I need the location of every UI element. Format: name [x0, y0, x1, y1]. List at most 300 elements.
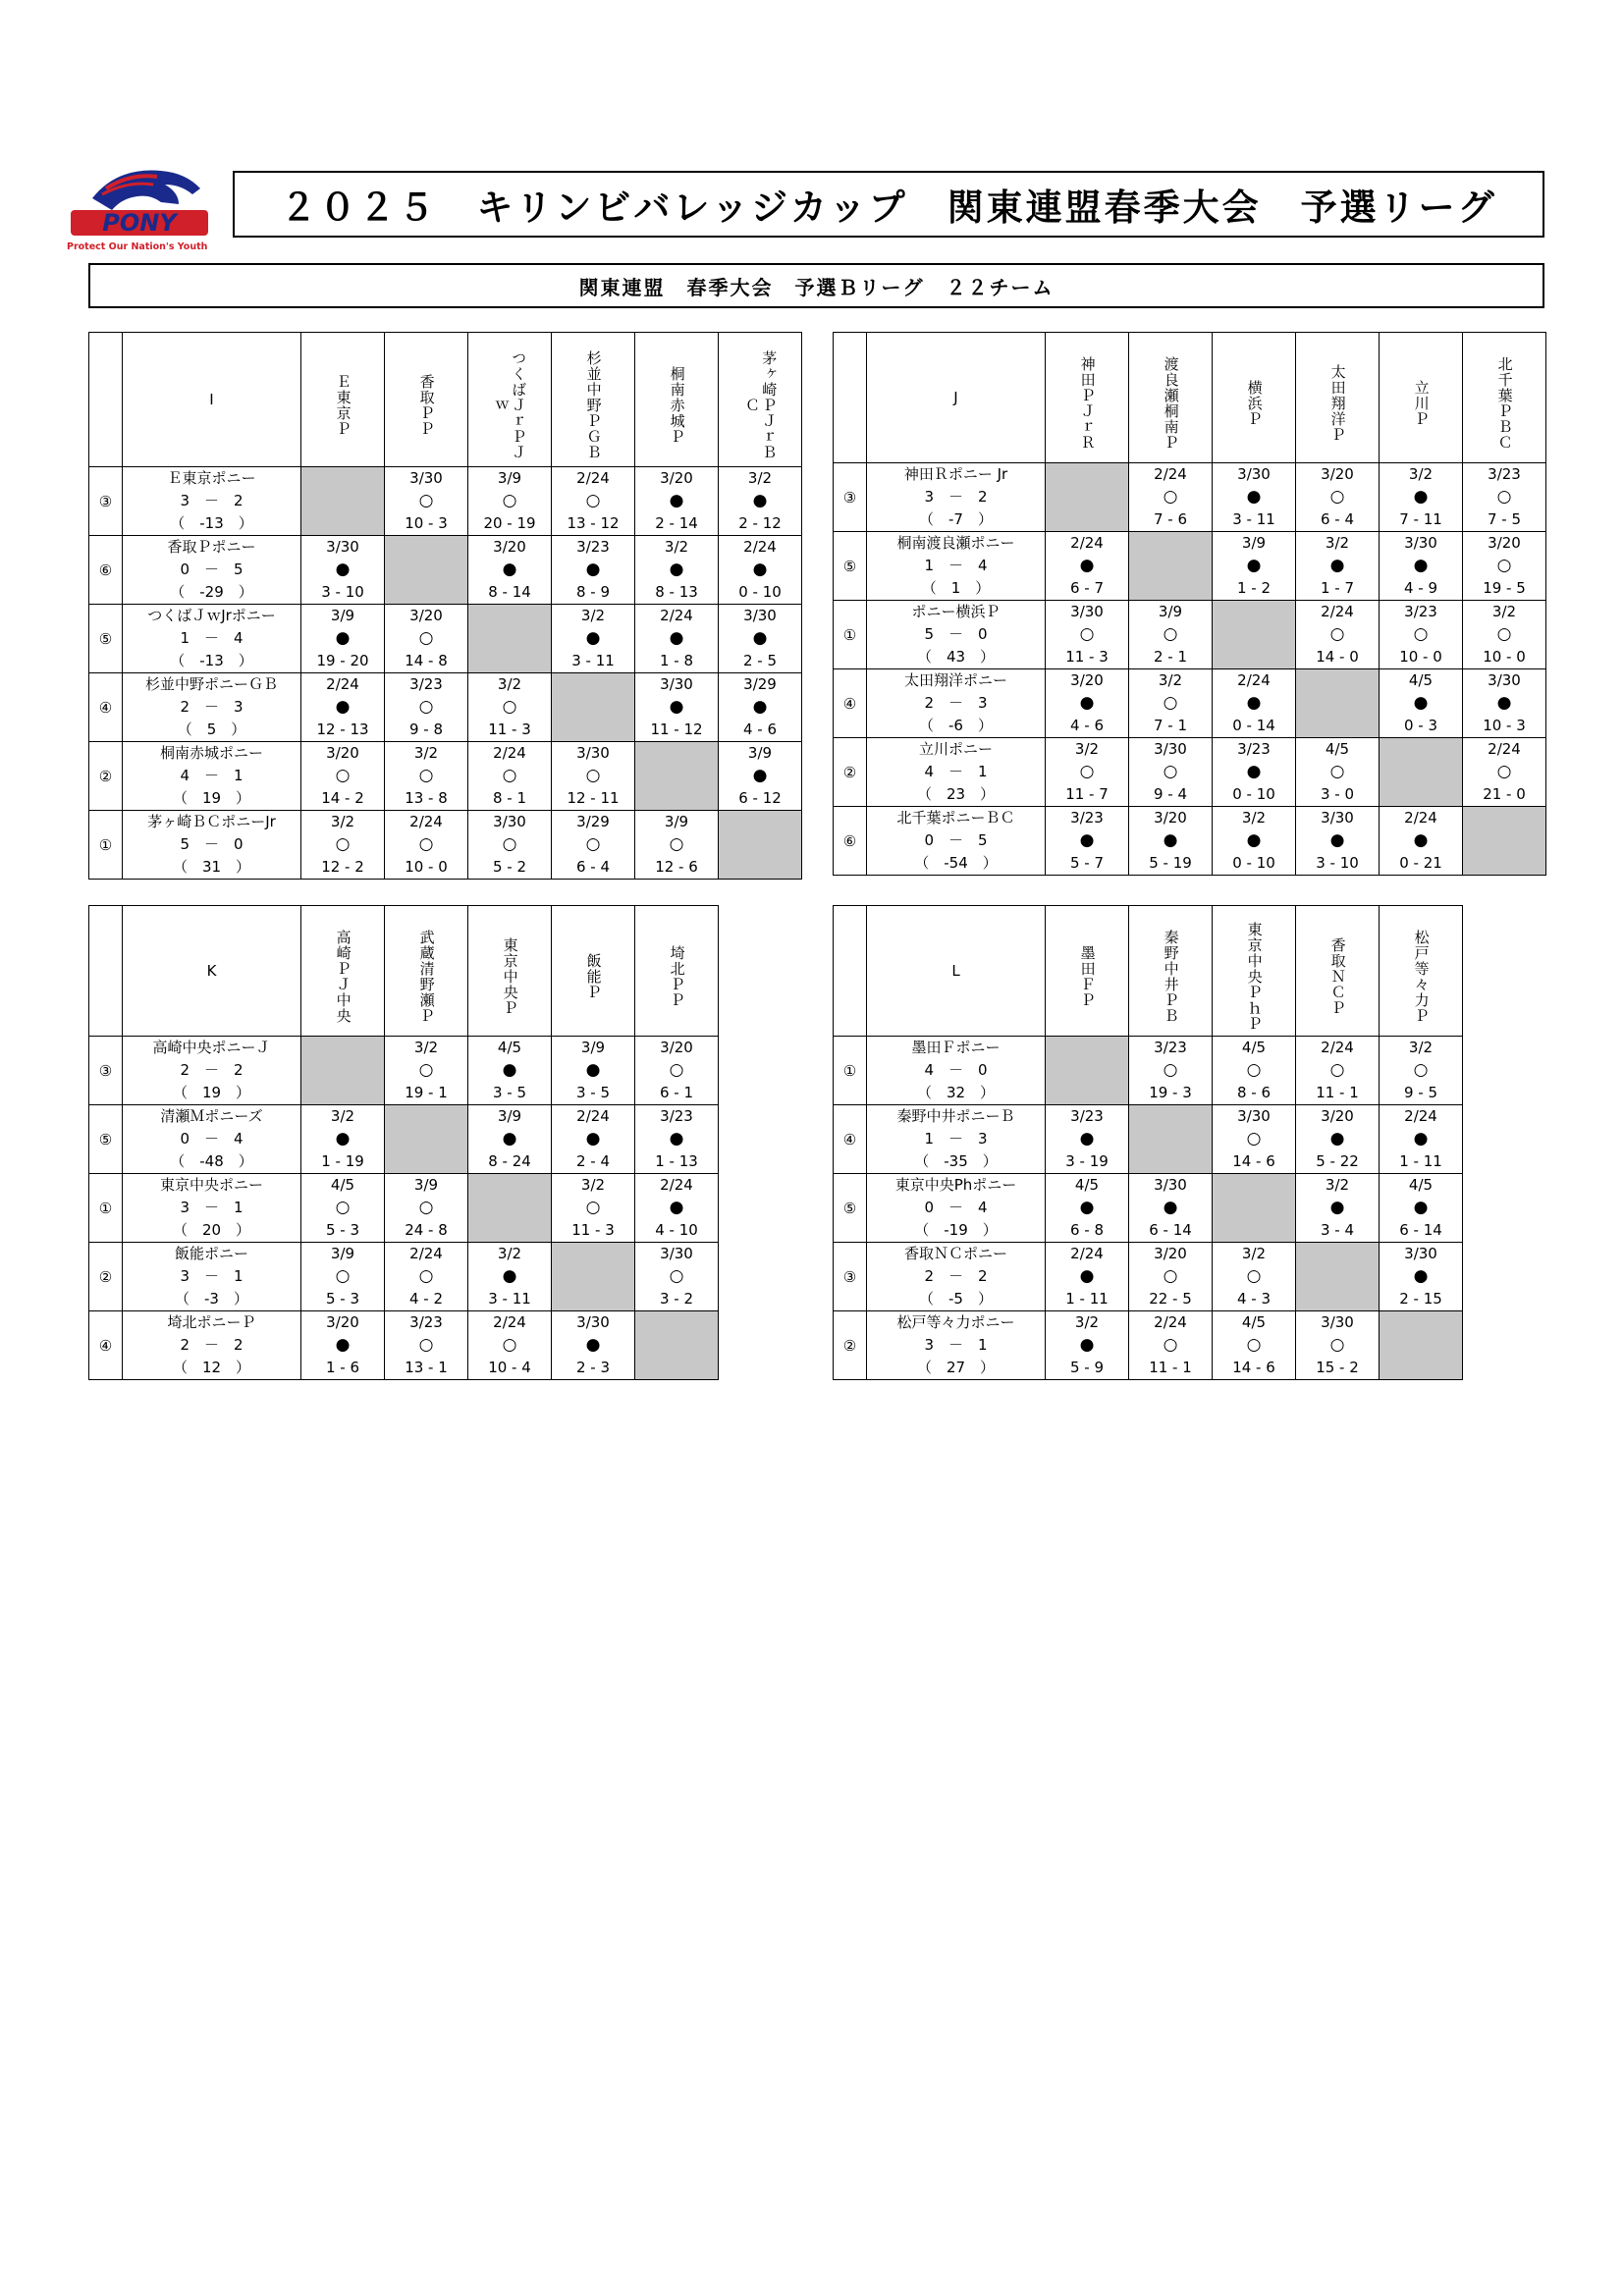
- opponent-abbrev: Ｅ東京Ｐ: [334, 374, 352, 437]
- match-date: 2/24: [660, 607, 693, 624]
- team-summary: [123, 673, 301, 742]
- win-mark: ○: [1079, 624, 1095, 644]
- team-losses: 4: [234, 629, 244, 647]
- league-letter: I: [123, 333, 301, 467]
- match-date: 2/24: [409, 1245, 443, 1262]
- match-result: [635, 605, 719, 673]
- paren-open: （: [172, 1221, 202, 1239]
- run-difference: [123, 787, 300, 810]
- team-name: 香取ＮＣポニー: [903, 1245, 1007, 1262]
- run-difference: [867, 508, 1045, 531]
- league-table-i: [88, 332, 802, 880]
- opponent-abbrev: 桐南赤城Ｐ: [668, 366, 686, 445]
- win-mark: ○: [1496, 556, 1512, 575]
- win-mark: ○: [418, 491, 434, 510]
- match-date: 2/24: [1154, 1313, 1187, 1331]
- match-result: [552, 1311, 635, 1380]
- match-score: 19 - 3: [1149, 1084, 1192, 1101]
- match-result: [1129, 463, 1213, 532]
- win-mark: ○: [418, 766, 434, 785]
- match-score: 12 - 13: [316, 721, 369, 738]
- record-separator: －: [933, 557, 978, 574]
- self-match-cell: [385, 1105, 468, 1174]
- loss-mark: ●: [1163, 830, 1178, 850]
- match-score: 3 - 2: [659, 1290, 694, 1308]
- run-difference: [867, 715, 1045, 737]
- diff-value: -13: [199, 652, 224, 669]
- match-result: [635, 1174, 719, 1243]
- match-result: [1046, 1243, 1129, 1311]
- team-losses: 1: [978, 763, 988, 780]
- run-difference: [123, 650, 300, 672]
- match-score: 19 - 20: [316, 652, 369, 669]
- match-date: 2/24: [326, 675, 359, 693]
- team-record: [867, 1197, 1045, 1219]
- match-date: 2/24: [1404, 1107, 1437, 1125]
- column-header: [301, 906, 385, 1037]
- match-date: 3/2: [1241, 809, 1267, 827]
- run-difference: [867, 1150, 1045, 1173]
- team-summary: [867, 738, 1046, 807]
- loss-mark: ●: [1413, 1266, 1429, 1286]
- match-result: [719, 673, 802, 742]
- match-date: 3/2: [1325, 534, 1350, 552]
- match-result: [385, 742, 468, 811]
- loss-mark: ●: [502, 1060, 517, 1080]
- match-result: [301, 1243, 385, 1311]
- team-summary: [123, 1174, 301, 1243]
- match-score: 19 - 5: [1483, 579, 1526, 597]
- loss-mark: ●: [585, 560, 601, 579]
- loss-mark: ●: [335, 1335, 351, 1355]
- match-date: 3/9: [1241, 534, 1267, 552]
- match-score: 5 - 22: [1316, 1152, 1359, 1170]
- match-result: [468, 1037, 552, 1105]
- match-result: [1213, 1037, 1296, 1105]
- team-rank: ①: [89, 811, 123, 880]
- team-record: [867, 761, 1045, 783]
- team-record: [123, 627, 300, 650]
- team-summary: [867, 669, 1046, 738]
- match-score: 11 - 1: [1316, 1084, 1359, 1101]
- match-result: [552, 467, 635, 536]
- team-record: [123, 1265, 300, 1288]
- header-blank: [89, 333, 123, 467]
- diff-value: -5: [948, 1290, 963, 1308]
- win-mark: ○: [418, 628, 434, 648]
- match-result: [1046, 807, 1129, 876]
- win-mark: ○: [1496, 487, 1512, 507]
- run-difference: [867, 577, 1045, 600]
- match-result: [1296, 1105, 1380, 1174]
- team-name: 高崎中央ポニーＪ: [152, 1039, 271, 1056]
- team-row: [834, 1174, 1463, 1243]
- match-date: 4/5: [1074, 1176, 1100, 1194]
- team-row: [89, 811, 802, 880]
- match-score: 6 - 14: [1399, 1221, 1442, 1239]
- win-mark: ○: [585, 1198, 601, 1217]
- paren-close: ）: [962, 510, 993, 528]
- loss-mark: ●: [1413, 487, 1429, 507]
- match-result: [1046, 1105, 1129, 1174]
- match-date: 3/20: [493, 538, 526, 556]
- paren-open: （: [170, 652, 200, 669]
- match-date: 3/2: [1158, 671, 1183, 689]
- team-rank: ②: [89, 742, 123, 811]
- loss-mark: ●: [1413, 830, 1429, 850]
- team-row: [834, 1311, 1463, 1380]
- match-result: [1380, 601, 1463, 669]
- paren-close: ）: [967, 1221, 998, 1239]
- loss-mark: ●: [752, 766, 768, 785]
- match-date: 3/2: [413, 1039, 439, 1056]
- record-separator: －: [189, 767, 234, 784]
- match-score: 4 - 6: [742, 721, 778, 738]
- match-date: 3/30: [660, 675, 693, 693]
- team-record: [867, 623, 1045, 646]
- match-date: 3/20: [1154, 1245, 1187, 1262]
- match-date: 2/24: [576, 469, 610, 487]
- match-score: 24 - 8: [405, 1221, 448, 1239]
- loss-mark: ●: [1329, 830, 1345, 850]
- team-wins: 2: [180, 1336, 189, 1354]
- column-header: [635, 906, 719, 1037]
- match-score: 6 - 8: [1069, 1221, 1105, 1239]
- win-mark: ○: [418, 1266, 434, 1286]
- team-summary: [123, 536, 301, 605]
- team-rank: ①: [834, 1037, 867, 1105]
- match-result: [552, 1174, 635, 1243]
- team-name: 桐南赤城ポニー: [159, 744, 263, 762]
- record-separator: －: [189, 835, 234, 853]
- win-mark: ○: [1246, 1266, 1262, 1286]
- loss-mark: ●: [1496, 693, 1512, 713]
- match-result: [385, 1037, 468, 1105]
- opponent-abbrev: 立川Ｐ: [1412, 380, 1431, 427]
- diff-value: 27: [946, 1359, 966, 1376]
- team-rank: ①: [834, 601, 867, 669]
- match-date: 3/20: [1154, 809, 1187, 827]
- self-match-cell: [1296, 669, 1380, 738]
- loss-mark: ●: [1413, 1129, 1429, 1148]
- match-result: [385, 811, 468, 880]
- match-result: [385, 1174, 468, 1243]
- win-mark: ○: [1246, 1129, 1262, 1148]
- match-score: 1 - 7: [1320, 579, 1355, 597]
- self-match-cell: [635, 1311, 719, 1380]
- team-row: [89, 673, 802, 742]
- match-result: [552, 1105, 635, 1174]
- league-table-j: [833, 332, 1546, 876]
- match-score: 3 - 5: [575, 1084, 611, 1101]
- win-mark: ○: [1163, 624, 1178, 644]
- paren-close: ）: [965, 785, 996, 803]
- team-rank: ②: [834, 738, 867, 807]
- win-mark: ○: [418, 1198, 434, 1217]
- diff-value: 31: [201, 858, 222, 876]
- match-date: 2/24: [1070, 534, 1104, 552]
- diff-value: -3: [204, 1290, 219, 1308]
- team-rank: ③: [89, 467, 123, 536]
- match-score: 21 - 0: [1483, 785, 1526, 803]
- record-separator: －: [189, 492, 234, 509]
- win-mark: ○: [335, 1198, 351, 1217]
- match-date: 3/20: [660, 469, 693, 487]
- loss-mark: ●: [1413, 556, 1429, 575]
- diff-value: 1: [950, 579, 961, 597]
- self-match-cell: [1129, 532, 1213, 601]
- match-score: 3 - 10: [1316, 854, 1359, 872]
- column-header: [1463, 333, 1546, 463]
- team-row: [834, 807, 1546, 876]
- match-result: [1380, 807, 1463, 876]
- team-row: [89, 1037, 719, 1105]
- team-name: 太田翔洋ポニー: [903, 671, 1007, 689]
- match-score: 4 - 6: [1069, 717, 1105, 734]
- diff-value: -7: [948, 510, 963, 528]
- team-record: [123, 1334, 300, 1357]
- team-rank: ③: [834, 1243, 867, 1311]
- team-record: [123, 1197, 300, 1219]
- team-name: Ｅ東京ポニー: [167, 469, 256, 487]
- match-date: 4/5: [330, 1176, 355, 1194]
- match-date: 3/2: [1491, 603, 1517, 620]
- team-wins: 1: [924, 1130, 934, 1148]
- match-result: [1046, 1311, 1129, 1380]
- match-date: 3/2: [330, 813, 355, 830]
- paren-open: （: [916, 1359, 947, 1376]
- match-date: 3/29: [576, 813, 610, 830]
- team-rank: ⑤: [834, 1174, 867, 1243]
- match-score: 3 - 11: [1232, 510, 1275, 528]
- match-date: 3/20: [660, 1039, 693, 1056]
- column-header: [1380, 333, 1463, 463]
- loss-mark: ●: [1163, 1198, 1178, 1217]
- team-wins: 0: [180, 1130, 189, 1148]
- match-result: [1463, 532, 1546, 601]
- match-score: 1 - 11: [1399, 1152, 1442, 1170]
- self-match-cell: [301, 467, 385, 536]
- team-rank: ⑥: [89, 536, 123, 605]
- loss-mark: ●: [1079, 830, 1095, 850]
- team-wins: 2: [924, 1267, 934, 1285]
- run-difference: [867, 1219, 1045, 1242]
- match-result: [1213, 463, 1296, 532]
- team-name: 秦野中井ポニーＢ: [896, 1107, 1015, 1125]
- match-result: [1296, 1037, 1380, 1105]
- match-result: [385, 673, 468, 742]
- paren-close: ）: [221, 858, 251, 876]
- match-date: 3/30: [493, 813, 526, 830]
- match-score: 2 - 4: [575, 1152, 611, 1170]
- loss-mark: ●: [1079, 693, 1095, 713]
- match-score: 2 - 5: [742, 652, 778, 669]
- league-table-k: [88, 905, 719, 1380]
- team-name: 茅ヶ崎ＢＣポニーJr: [147, 813, 276, 830]
- team-record: [867, 1128, 1045, 1150]
- match-score: 2 - 3: [575, 1359, 611, 1376]
- paren-open: （: [916, 785, 947, 803]
- paren-open: （: [170, 583, 200, 601]
- self-match-cell: [1213, 1174, 1296, 1243]
- run-difference: [867, 646, 1045, 668]
- match-date: 3/2: [1074, 740, 1100, 758]
- team-losses: 3: [978, 1130, 988, 1148]
- team-rank: ④: [89, 673, 123, 742]
- run-difference: [123, 856, 300, 879]
- column-header: [1296, 333, 1380, 463]
- team-losses: 3: [234, 698, 244, 716]
- run-difference: [123, 581, 300, 604]
- diff-value: 12: [201, 1359, 222, 1376]
- loss-mark: ●: [1413, 693, 1429, 713]
- match-date: 3/9: [497, 469, 522, 487]
- league-table-l: [833, 905, 1463, 1380]
- win-mark: ○: [1163, 1335, 1178, 1355]
- match-result: [1129, 1037, 1213, 1105]
- team-name: 東京中央Phポニー: [894, 1176, 1017, 1194]
- match-result: [1380, 463, 1463, 532]
- match-date: 3/30: [576, 744, 610, 762]
- win-mark: ○: [1496, 624, 1512, 644]
- match-score: 7 - 5: [1487, 510, 1522, 528]
- team-rank: ④: [834, 669, 867, 738]
- team-losses: 2: [234, 1061, 244, 1079]
- match-date: 3/23: [660, 1107, 693, 1125]
- win-mark: ○: [669, 1266, 684, 1286]
- team-losses: 2: [978, 1267, 988, 1285]
- win-mark: ○: [1413, 624, 1429, 644]
- paren-open: （: [914, 1152, 945, 1170]
- team-row: [834, 669, 1546, 738]
- team-row: [89, 1311, 719, 1380]
- match-date: 3/2: [330, 1107, 355, 1125]
- team-name: 北千葉ポニーＢＣ: [896, 809, 1015, 827]
- match-date: 2/24: [493, 1313, 526, 1331]
- paren-open: （: [172, 1084, 202, 1101]
- paren-close: ）: [216, 721, 246, 738]
- win-mark: ○: [1163, 487, 1178, 507]
- loss-mark: ●: [502, 1129, 517, 1148]
- record-separator: －: [189, 1336, 234, 1354]
- match-score: 12 - 6: [655, 858, 698, 876]
- loss-mark: ●: [752, 697, 768, 717]
- match-result: [1296, 807, 1380, 876]
- match-result: [468, 1105, 552, 1174]
- match-score: 1 - 8: [659, 652, 694, 669]
- diff-value: -13: [199, 514, 224, 532]
- paren-open: （: [916, 1084, 947, 1101]
- match-score: 14 - 6: [1232, 1152, 1275, 1170]
- match-score: 5 - 9: [1069, 1359, 1105, 1376]
- match-score: 8 - 9: [575, 583, 611, 601]
- match-date: 3/30: [1154, 740, 1187, 758]
- team-row: [89, 605, 802, 673]
- win-mark: ○: [1329, 487, 1345, 507]
- self-match-cell: [1463, 807, 1546, 876]
- win-mark: ○: [1079, 762, 1095, 781]
- match-score: 14 - 6: [1232, 1359, 1275, 1376]
- match-result: [468, 811, 552, 880]
- diff-value: 32: [946, 1084, 966, 1101]
- column-header: [552, 906, 635, 1037]
- team-rank: ③: [834, 463, 867, 532]
- match-result: [301, 1174, 385, 1243]
- paren-close: ）: [223, 1152, 253, 1170]
- match-score: 0 - 3: [1403, 717, 1438, 734]
- match-result: [1380, 1105, 1463, 1174]
- match-result: [1296, 532, 1380, 601]
- match-date: 2/24: [1488, 740, 1521, 758]
- team-rank: ⑤: [834, 532, 867, 601]
- paren-close: ）: [967, 1152, 998, 1170]
- team-rank: ⑤: [89, 1105, 123, 1174]
- team-row: [834, 532, 1546, 601]
- opponent-abbrev: 東京中央Ｐ: [501, 937, 519, 1016]
- match-date: 3/30: [1237, 465, 1271, 483]
- match-score: 14 - 8: [405, 652, 448, 669]
- win-mark: ○: [418, 834, 434, 854]
- match-score: 0 - 21: [1399, 854, 1442, 872]
- run-difference: [123, 512, 300, 535]
- diff-value: 23: [946, 785, 966, 803]
- paren-open: （: [914, 1221, 945, 1239]
- match-result: [1129, 1174, 1213, 1243]
- match-result: [1129, 669, 1213, 738]
- loss-mark: ●: [335, 697, 351, 717]
- team-record: [867, 1334, 1045, 1357]
- team-record: [867, 555, 1045, 577]
- team-summary: [867, 1311, 1046, 1380]
- column-header: [1296, 906, 1380, 1037]
- loss-mark: ●: [752, 628, 768, 648]
- match-result: [385, 1243, 468, 1311]
- record-separator: －: [189, 561, 234, 578]
- column-header: [719, 333, 802, 467]
- match-result: [301, 811, 385, 880]
- match-score: 6 - 7: [1069, 579, 1105, 597]
- match-date: 4/5: [1241, 1313, 1267, 1331]
- match-date: 3/30: [660, 1245, 693, 1262]
- paren-open: （: [919, 510, 949, 528]
- diff-value: -54: [944, 854, 968, 872]
- match-result: [1046, 738, 1129, 807]
- match-result: [1129, 601, 1213, 669]
- loss-mark: ●: [1079, 1266, 1095, 1286]
- match-date: 3/2: [1074, 1313, 1100, 1331]
- team-name: 桐南渡良瀬ポニー: [896, 534, 1015, 552]
- match-result: [301, 605, 385, 673]
- opponent-abbrev: 渡良瀬桐南Ｐ: [1162, 356, 1180, 451]
- team-record: [867, 692, 1045, 715]
- record-separator: －: [189, 629, 234, 647]
- match-result: [719, 742, 802, 811]
- match-date: 3/30: [1321, 809, 1354, 827]
- match-score: 1 - 19: [321, 1152, 364, 1170]
- match-score: 11 - 3: [571, 1221, 615, 1239]
- loss-mark: ●: [585, 1335, 601, 1355]
- loss-mark: ●: [585, 1129, 601, 1148]
- column-header: [385, 906, 468, 1037]
- match-date: 3/23: [1237, 740, 1271, 758]
- match-date: 4/5: [1241, 1039, 1267, 1056]
- team-record: [123, 559, 300, 581]
- win-mark: ○: [1246, 1335, 1262, 1355]
- record-separator: －: [933, 1130, 978, 1148]
- loss-mark: ●: [1413, 1198, 1429, 1217]
- win-mark: ○: [418, 1335, 434, 1355]
- match-score: 4 - 3: [1236, 1290, 1272, 1308]
